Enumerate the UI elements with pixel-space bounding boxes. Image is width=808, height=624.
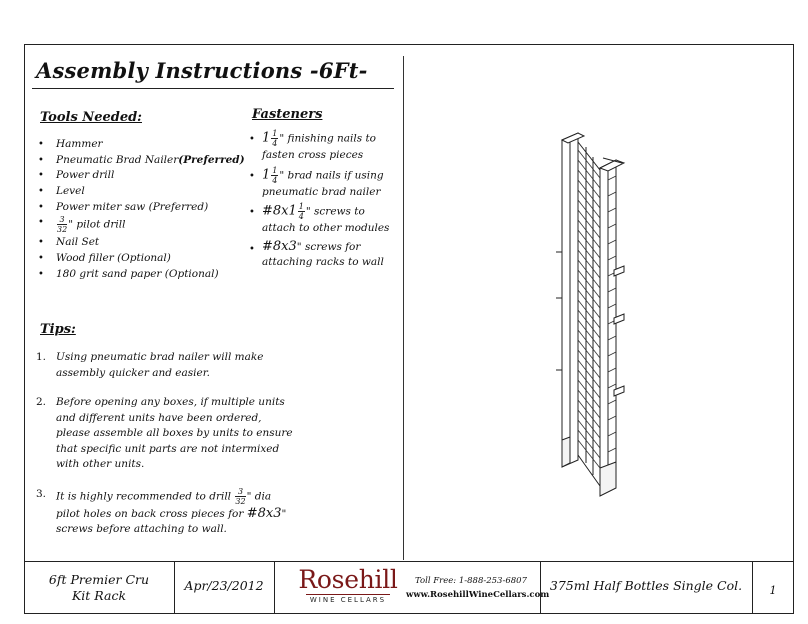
fraction: • $\frac{3}{32}$ [57,215,68,235]
rosehill-logo: Rosehill WINE CELLARS [298,565,398,604]
fastener-item: • #8x3" screws for attaching racks to wall [248,239,398,271]
tools-heading: Tools Needed: [40,110,142,125]
tool-item: • $\frac{3}{32}$ " pilot drill [36,215,245,235]
page-number: 1 [769,584,777,597]
fraction: $\frac{1}{4}$ [298,202,304,221]
fasteners-heading: Fasteners [252,107,323,122]
fastener-item: • #8x1 $\frac{1}{4}$ " screws to attach to other modules [248,202,398,237]
footer-divider [274,561,275,614]
product-name: 6ft Premier Cru Kit Rack [48,572,150,603]
tool-item: • Power miter saw (Preferred) [36,200,245,216]
tool-item: • Wood filler (Optional) [36,251,245,267]
contact-info: Toll Free: 1-888-253-6807 www.RosehillWineCellars.com [406,576,550,600]
fraction: $\frac{1}{4}$ [272,165,278,185]
page-title: Assembly Instructions -6Ft- [36,58,368,83]
tool-item: • 180 grit sand paper (Optional) [36,267,245,283]
date: Apr/23/2012 [184,578,264,593]
tool-item: • Level [36,184,245,200]
tool-item: • Power drill [36,168,245,184]
tip-item: 1. Using pneumatic brad nailer will make assembly quicker and easier. [36,351,264,379]
fastener-item: • 1 $\frac{1}{4}$ " finishing nails to fasten cross pieces [248,129,398,164]
product-description: 375ml Half Bottles Single Col. [549,578,743,593]
fraction: $\frac{1}{4}$ [272,129,278,148]
footer-rule [24,561,794,562]
tool-item: • Hammer [36,137,245,153]
preferred-note: (Preferred) [178,153,245,166]
tip-item: 2. Before opening any boxes, if multiple units and different units have been ordered, please assemble all boxes by units to ensure that specific unit parts are not intermixed with other units. [36,396,293,470]
fraction: $\frac{3}{32}$ [235,486,246,506]
website: www.RosehillWineCellars.com [406,590,550,600]
tips-heading: Tips: [40,322,76,337]
tool-item: • Nail Set [36,235,245,251]
tip-item: 3. It is highly recommended to drill $\frac{3}{32}$ " dia pilot holes on back cross pieces for #8x3" screws before attaching to wall. [36,486,287,535]
fastener-item: • 1 $\frac{1}{4}$ " brad nails if using pneumatic brad nailer [248,166,398,201]
tool-item: • Pneumatic Brad Nailer(Preferred) [36,153,245,169]
